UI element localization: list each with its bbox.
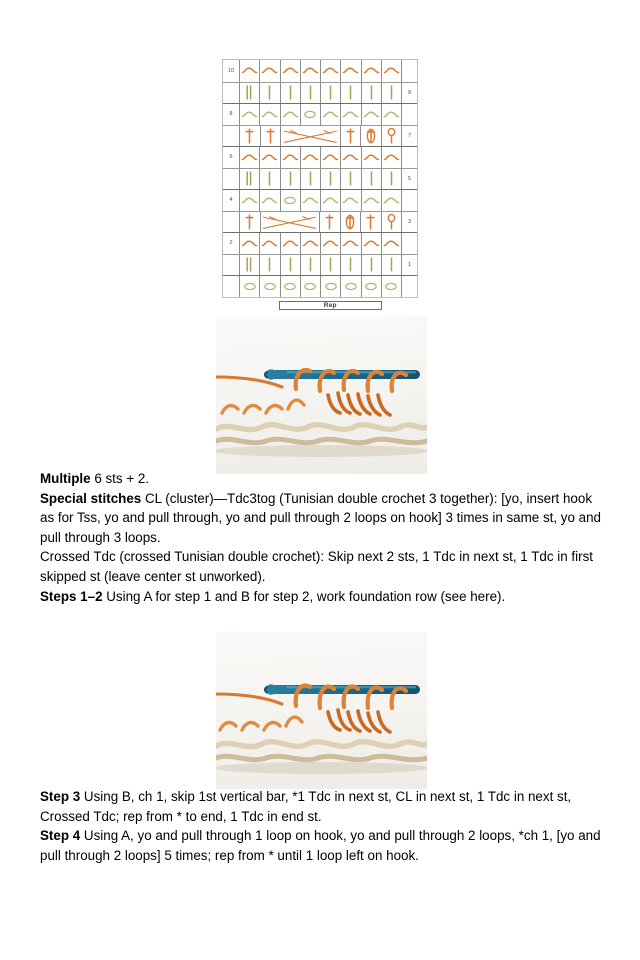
chart-cell [239, 126, 260, 147]
chart-cell [340, 104, 360, 125]
chain-oval-sage-symbol [283, 281, 297, 292]
step-3-line [40, 787, 602, 826]
chain-oval-sage-symbol [283, 195, 297, 206]
special-stitches-text: CL (cluster)—Tdc3tog (Tunisian double crochet 3 together): [yo, insert hook as for Tss, yo and pull through, yo and pull through 2 loops on hook] 3 times in same st, yo and pull through 3 loops. [40, 490, 602, 545]
chart-cell [280, 255, 300, 276]
multiple-label: Multiple [40, 471, 91, 486]
chart-row-number-right [401, 60, 417, 82]
return-orange-symbol [241, 65, 258, 76]
return-orange-symbol [342, 65, 359, 76]
multiple-text: 6 sts + 2. [90, 471, 150, 486]
chart-row-number-left [223, 126, 239, 147]
rep-label: Rep [323, 301, 337, 309]
chart-cell [259, 255, 279, 276]
return-orange-symbol [261, 65, 278, 76]
chart-cell [259, 169, 279, 190]
tss-olive-symbol [367, 256, 376, 273]
chart-cell [259, 104, 279, 125]
chart-cell [259, 83, 279, 104]
chain-oval-sage-symbol [344, 281, 358, 292]
stitch-chart [222, 59, 418, 313]
cluster-orange-symbol [344, 213, 356, 231]
tss-olive-symbol [265, 170, 274, 187]
chart-cell [239, 83, 259, 104]
return-sage-symbol [241, 195, 258, 206]
chart-cell [381, 233, 401, 254]
return-orange-symbol [241, 152, 258, 163]
chart-row-number-left [223, 255, 239, 276]
chart-row-cells [239, 212, 401, 233]
tss-olive-symbol [286, 170, 295, 187]
return-sage-symbol [383, 109, 400, 120]
return-sage-symbol [322, 195, 339, 206]
chart-row [223, 275, 417, 297]
chart-cell [280, 276, 300, 297]
chart-cell [381, 104, 401, 125]
chart-cell [300, 233, 320, 254]
step3-photo-top [216, 317, 427, 474]
chart-cell [360, 212, 381, 233]
chain-oval-sage-symbol [243, 281, 257, 292]
step-4-label: Step 4 [40, 828, 81, 844]
return-orange-symbol [342, 152, 359, 163]
step-3-label: Step 3 [40, 789, 81, 804]
special-stitches-label: Special stitches [40, 490, 142, 506]
tss-olive-symbol [306, 256, 315, 273]
tdc-orange-symbol [244, 127, 255, 145]
tss-olive-symbol [387, 170, 396, 187]
chart-cell [300, 276, 320, 297]
return-sage-symbol [322, 109, 339, 120]
return-orange-symbol [363, 238, 380, 249]
chart-row-cells [239, 126, 401, 147]
tdc-orange-symbol [244, 213, 255, 231]
chart-cell [320, 255, 340, 276]
chart-cell [260, 212, 281, 233]
chart-row-number-left [223, 83, 239, 104]
tss-olive-symbol [306, 84, 315, 101]
tss-double-olive-symbol [244, 170, 255, 187]
chart-row-cells [239, 255, 401, 276]
steps-1-2-label: Steps 1–2 [40, 588, 103, 604]
chart-cell [360, 126, 381, 147]
return-orange-symbol [322, 65, 339, 76]
chart-cell [361, 169, 381, 190]
chart-cell [361, 233, 381, 254]
special-stitches-line [40, 489, 602, 548]
return-sage-symbol [342, 195, 359, 206]
chart-cell [381, 83, 401, 104]
chart-cell [320, 126, 340, 147]
chart-cell [340, 233, 360, 254]
chart-cell [239, 233, 259, 254]
tdc-orange-symbol [365, 213, 376, 231]
tss-olive-symbol [367, 170, 376, 187]
chain-oval-sage-symbol [303, 109, 317, 120]
tdc-orange-symbol [345, 127, 356, 145]
chart-cell [340, 276, 360, 297]
chart-row-number-left [223, 276, 239, 297]
chart-cell [239, 190, 259, 211]
return-orange-symbol [363, 65, 380, 76]
return-orange-symbol [261, 238, 278, 249]
chart-cell [280, 83, 300, 104]
chart-cell [361, 104, 381, 125]
return-orange-symbol [282, 65, 299, 76]
chart-cell [340, 147, 360, 168]
chart-cell [319, 212, 340, 233]
chain-oval-sage-symbol [303, 281, 317, 292]
chart-row [223, 168, 417, 190]
chart-cell [300, 169, 320, 190]
chart-row-cells [239, 147, 401, 168]
rep-bracket [238, 298, 402, 313]
return-orange-symbol [383, 238, 400, 249]
return-sage-symbol [241, 109, 258, 120]
chart-cell [361, 276, 381, 297]
chart-cell [381, 147, 401, 168]
chart-row-number-left [223, 212, 239, 233]
chart-cell [381, 255, 401, 276]
chart-cell [259, 276, 279, 297]
chart-row [223, 103, 417, 125]
tss-olive-symbol [326, 84, 335, 101]
chart-row [223, 189, 417, 211]
step-4-line [40, 826, 602, 865]
chain-oval-sage-symbol [384, 281, 398, 292]
chart-row-cells [239, 104, 401, 125]
chart-row [223, 232, 417, 254]
chart-row-number-right [401, 147, 417, 168]
chart-cell [320, 190, 340, 211]
chart-cell [381, 276, 401, 297]
tss-double-olive-symbol [244, 256, 255, 273]
chart-cell [381, 212, 402, 233]
chain-oval-sage-symbol [263, 281, 277, 292]
chart-cell [239, 60, 259, 82]
tss-olive-symbol [346, 84, 355, 101]
chart-cell [259, 60, 279, 82]
chart-row-number-right [401, 233, 417, 254]
chart-cell [381, 190, 401, 211]
chart-row [223, 211, 417, 233]
return-sage-symbol [342, 109, 359, 120]
chart-cell [280, 60, 300, 82]
chart-cell [280, 126, 301, 147]
chart-cell [381, 60, 401, 82]
chart-cell [320, 147, 340, 168]
chart-cell [300, 60, 320, 82]
chart-cell [340, 83, 360, 104]
return-orange-symbol [241, 238, 258, 249]
chart-row-number-right: 3 [401, 212, 417, 233]
step-4-text: Using A, yo and pull through 1 loop on hook, yo and pull through 2 loops, *ch 1, [yo and pull through 2 loops] 5 times; rep from * until 1 loop left on hook. [40, 828, 601, 863]
crossed-tdc-line: Crossed Tdc (crossed Tunisian double crochet): Skip next 2 sts, 1 Tdc in next st, 1 Tdc in first skipped st (leave center st unworked). [40, 549, 593, 584]
chart-cell [280, 212, 300, 233]
chart-cell [301, 126, 321, 147]
chart-cell [259, 233, 279, 254]
tss-olive-symbol [367, 84, 376, 101]
chart-cell [280, 169, 300, 190]
chart-cell [239, 255, 259, 276]
stitch-chart-grid [222, 59, 418, 298]
chart-row-cells [239, 169, 401, 190]
chart-row-cells [239, 83, 401, 104]
crochet-illustration-top [216, 317, 427, 474]
chart-cell [300, 83, 320, 104]
chart-cell [320, 60, 340, 82]
return-sage-symbol [261, 109, 278, 120]
chart-cell [381, 126, 402, 147]
tss-olive-symbol [326, 170, 335, 187]
tss-olive-symbol [286, 256, 295, 273]
chart-cell [300, 104, 320, 125]
chart-row-number-left [223, 169, 239, 190]
chart-cell [340, 60, 360, 82]
chart-cell [300, 147, 320, 168]
chart-cell [300, 255, 320, 276]
chart-row-number-right: 1 [401, 255, 417, 276]
crochet-illustration-bottom [216, 632, 427, 789]
chart-row [223, 125, 417, 147]
return-orange-symbol [261, 152, 278, 163]
chart-cell [361, 60, 381, 82]
chart-row [223, 60, 417, 82]
chart-row-number-right [401, 276, 417, 297]
tdc-orange-symbol [265, 127, 276, 145]
chart-cell [340, 255, 360, 276]
chart-cell [340, 212, 361, 233]
step-3-text: Using B, ch 1, skip 1st vertical bar, *1 Tdc in next st, CL in next st, 1 Tdc in next st, Crossed Tdc; rep from * to end, 1 Tdc in end st. [40, 789, 572, 824]
chart-row-number-left: 10 [223, 60, 239, 82]
return-sage-symbol [363, 195, 380, 206]
chart-cell [280, 190, 300, 211]
chart-cell [320, 169, 340, 190]
return-orange-symbol [302, 65, 319, 76]
chart-row-number-right: 7 [401, 126, 417, 147]
chart-cell [239, 212, 260, 233]
instructions-bottom [40, 787, 602, 865]
chart-row-cells [239, 60, 401, 82]
chart-row-cells [239, 233, 401, 254]
chart-row-number-left: 4 [223, 190, 239, 211]
return-sage-symbol [383, 195, 400, 206]
chart-cell [361, 147, 381, 168]
end-loop-orange-symbol [386, 127, 397, 145]
chart-row-number-left: 2 [223, 233, 239, 254]
chart-cell [280, 147, 300, 168]
steps-1-2-text: Using A for step 1 and B for step 2, work foundation row (see here). [102, 588, 506, 604]
chart-row-number-right: 9 [401, 83, 417, 104]
multiple-line [40, 469, 602, 489]
chart-row-number-left: 6 [223, 147, 239, 168]
chart-cell [280, 104, 300, 125]
chart-cell [300, 212, 320, 233]
chart-cell [361, 190, 381, 211]
chart-cell [259, 190, 279, 211]
tss-olive-symbol [387, 84, 396, 101]
chart-cell [320, 276, 340, 297]
return-orange-symbol [383, 152, 400, 163]
tss-olive-symbol [326, 256, 335, 273]
return-sage-symbol [302, 195, 319, 206]
chart-cell [239, 276, 259, 297]
return-sage-symbol [363, 109, 380, 120]
chart-row-cells [239, 190, 401, 211]
chart-cell [340, 169, 360, 190]
tss-double-olive-symbol [244, 84, 255, 101]
return-orange-symbol [342, 238, 359, 249]
return-orange-symbol [282, 152, 299, 163]
chart-cell [320, 104, 340, 125]
chart-cell [320, 233, 340, 254]
instructions-top [40, 469, 602, 606]
tss-olive-symbol [265, 256, 274, 273]
tss-olive-symbol [387, 256, 396, 273]
return-orange-symbol [302, 238, 319, 249]
return-orange-symbol [282, 238, 299, 249]
chart-cell [259, 147, 279, 168]
return-orange-symbol [322, 152, 339, 163]
end-loop-orange-symbol [386, 213, 397, 231]
chart-cell [340, 190, 360, 211]
chart-row-number-left: 8 [223, 104, 239, 125]
chart-cell [361, 83, 381, 104]
tdc-orange-symbol [324, 213, 335, 231]
return-sage-symbol [261, 195, 278, 206]
tss-olive-symbol [346, 256, 355, 273]
chart-row-cells [239, 276, 401, 297]
chart-cell [381, 169, 401, 190]
chain-oval-sage-symbol [364, 281, 378, 292]
chain-oval-sage-symbol [324, 281, 338, 292]
chart-cell [239, 147, 259, 168]
chart-row [223, 82, 417, 104]
chart-row [223, 254, 417, 276]
steps-1-2-line [40, 587, 602, 607]
chart-cell [260, 126, 281, 147]
chart-cell [340, 126, 361, 147]
chart-row-number-right: 5 [401, 169, 417, 190]
chart-row [223, 146, 417, 168]
return-orange-symbol [383, 65, 400, 76]
return-orange-symbol [363, 152, 380, 163]
chart-cell [320, 83, 340, 104]
return-sage-symbol [282, 109, 299, 120]
tss-olive-symbol [306, 170, 315, 187]
tss-olive-symbol [265, 84, 274, 101]
chart-row-number-right [401, 104, 417, 125]
return-orange-symbol [302, 152, 319, 163]
tss-olive-symbol [286, 84, 295, 101]
chart-cell [239, 104, 259, 125]
chart-cell [280, 233, 300, 254]
chart-cell [361, 255, 381, 276]
cluster-orange-symbol [365, 127, 377, 145]
step3-photo-bottom [216, 632, 427, 789]
tss-olive-symbol [346, 170, 355, 187]
chart-cell [300, 190, 320, 211]
chart-row-number-right [401, 190, 417, 211]
chart-cell [239, 169, 259, 190]
return-orange-symbol [322, 238, 339, 249]
